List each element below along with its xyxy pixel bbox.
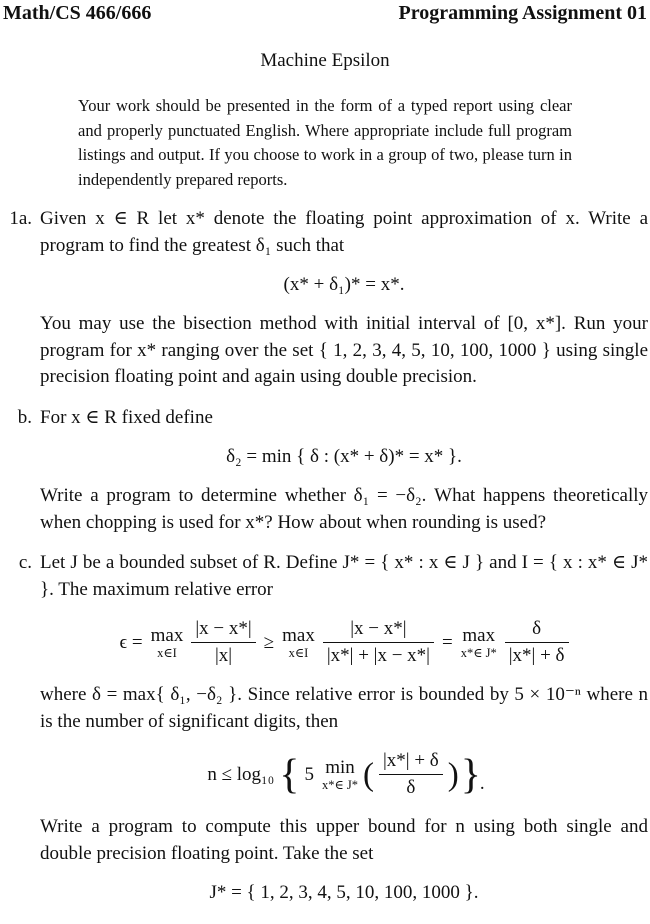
intro-paragraph: Your work should be presented in the form of a typed report using clear and properly punctuated English. Where appropriate include full program listings and output. If you choose to work in a group of two, please turn in independently prepared reports. [78,96,572,189]
denominator: |x*| + δ [505,642,569,667]
denominator: |x*| + |x − x*| [323,642,434,667]
relation-symbol: ≥ [263,631,275,653]
denominator: |x| [191,642,255,667]
equation-max-relative-error [40,618,648,667]
paragraph: Write a program to compute this upper bound for n using both single and double precision floating point. Take the set [40,816,648,864]
numerator: δ [532,618,542,639]
fraction [505,618,569,667]
item-label: b. [17,406,32,428]
denominator: δ [379,774,443,799]
operator-name: max [282,624,315,646]
equation-period: . [479,773,485,794]
item-label: 1a. [9,208,32,229]
equation-delta1 [40,274,648,296]
operator-subscript: x*∈ J* [460,645,497,660]
equation-text: J* = { 1, 2, 3, 4, 5, 10, 100, 1000 }. [209,882,479,903]
left-brace: { [279,751,300,798]
equation-text: δ₂ = min { δ : (x* + δ)* = x* }. [226,446,462,467]
paragraph: For x ∈ R fixed define [40,406,213,428]
equation-lhs: ϵ = [119,631,143,653]
relation-symbol: = [442,631,453,653]
operator-subscript: x*∈ J* [321,777,358,792]
equation-n-bound [40,750,648,799]
item-b [2,405,648,537]
page-title: Machine Epsilon [260,50,390,71]
item-label: c. [18,552,32,573]
item-body [40,405,648,537]
paragraph: Given x ∈ R let x* denote the floating point approximation of x. Write a program to find the greatest δ₁ such that [40,208,648,256]
operator-name: min [325,756,355,778]
paragraph: where δ = max{ δ₁, −δ₂ }. Since relative error is bounded by 5 × 10⁻ⁿ where n is the number of significant digits, then [40,684,648,732]
equation-lhs: n ≤ log₁₀ [207,763,275,785]
numerator: |x − x*| [350,618,407,639]
item-body [40,206,648,391]
max-operator [151,626,184,660]
numerator: |x − x*| [195,618,252,639]
fraction [379,750,443,799]
right-paren: ) [447,756,459,793]
item-body [40,550,648,919]
page-header [2,2,648,25]
operator-subscript: x∈I [288,645,309,660]
fraction [191,618,255,667]
paragraph: You may use the bisection method with initial interval of [0, x*]. Run your program for x* ranging over the set { 1, 2, 3, 4, 5, 10, 100, 1000 } using single precision floating point and again using double precision. [40,313,648,387]
paragraph: Write a program to determine whether δ₁ = −δ₂. What happens theoretically when chopping is used for x*? How about when rounding is used? [40,485,648,533]
max-operator [461,626,497,660]
right-brace: } [460,751,481,798]
operator-subscript: x∈I [157,645,177,660]
coefficient: 5 [304,763,314,785]
fraction [323,618,434,667]
max-operator [282,626,315,660]
min-operator [322,758,358,792]
assignment-label: Programming Assignment 01 [398,2,647,24]
item-c [2,550,648,919]
numerator: |x*| + δ [382,750,439,771]
equation-text: (x* + δ₁)* = x*. [283,274,405,295]
course-label: Math/CS 466/666 [3,2,152,24]
item-1a [2,206,648,391]
equation-jstar-set [40,882,648,904]
operator-name: max [150,624,184,646]
paragraph: Let J be a bounded subset of R. Define J* = { x* : x ∈ J } and I = { x : x* ∈ J* }. The maximum relative error [40,552,648,600]
operator-name: max [462,624,496,646]
equation-delta2 [40,446,648,468]
left-paren: ( [362,756,374,793]
